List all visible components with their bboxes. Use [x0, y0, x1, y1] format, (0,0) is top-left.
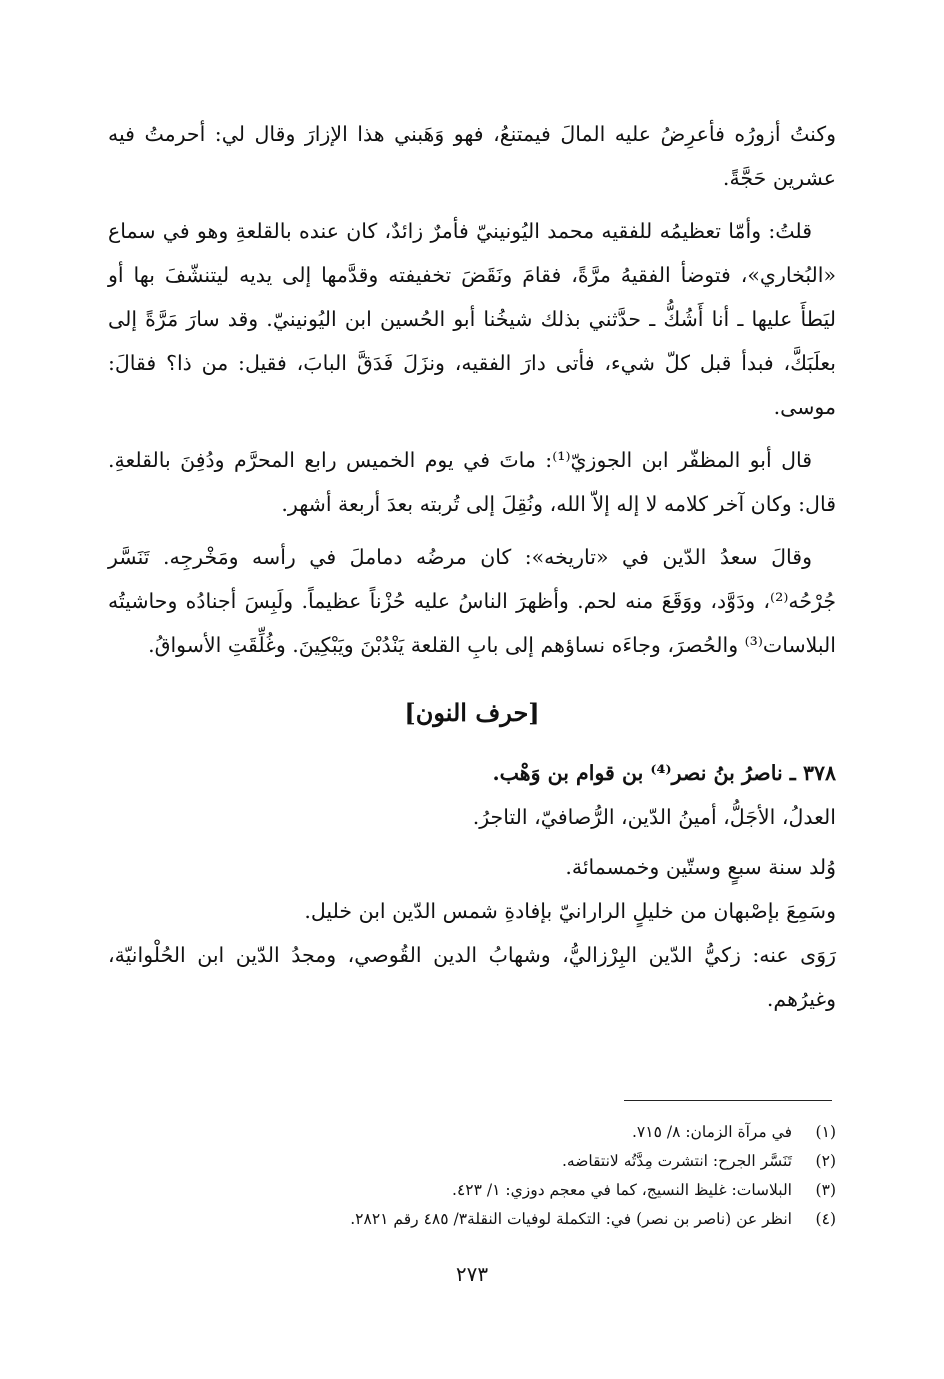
footnote-1: [150, 1118, 836, 1147]
page-number: ٢٧٣: [455, 1262, 489, 1286]
paragraph-4: وقالَ سعدُ الدّين في «تاريخه»: كان مرضُه دماملَ في رأسه ومَخْرجِه. تَنَسَّر جُرْحُه⁽²⁾، ودَوَّد، ووَقَعَ منه لحم. وأظهرَ الناسُ عليه حُزْناً عظيماً. ولَبِسَ أجنادُه وحاشيتُه البلاسات⁽³⁾ والحُصرَ، وجاءَه نساؤهم إلى بابِ القلعة يَنْدُبْنَ ويَبْكِينَ. وغُلِّقَتِ الأسواقُ.: [108, 545, 836, 657]
entry-heard: وسَمِعَ بإصْبهان من خليلٍ الرارانيّ بإفادةِ شمس الدّين ابن خليل.: [304, 899, 836, 923]
footnote-4: [150, 1205, 836, 1234]
entry-narrators: رَوَى عنه: زكيُّ الدّين البِرْزاليُّ، وشهابُ الدين القُوصي، ومجدُ الدّين ابن الحُلْوانيّة، وغيرُهم.: [108, 943, 836, 1011]
footnote-text: انظر عن (ناصر بن نصر) في: التكملة لوفيات النقلة٣/ ٤٨٥ رقم ٢٨٢١.: [350, 1210, 792, 1228]
paragraph-1: وكنتُ أزورُه فأعرِضُ عليه المالَ فيمتنعُ، فهو وَهَبني هذا الإزارَ وقال لي: أحرمتُ فيه عشرين حَجَّةً.: [108, 122, 836, 190]
footnote-number: (٣): [815, 1181, 836, 1199]
footnote-number: (٢): [815, 1152, 836, 1170]
footnote-text: في مرآة الزمان: ٨/ ٧١٥.: [631, 1123, 792, 1141]
paragraph-3: قال أبو المظفّر ابن الجوزيّ⁽¹⁾: ماتَ في يوم الخميس رابع المحرَّم ودُفِنَ بالقلعةِ. قال: وكان آخر كلامه لا إله إلاّ الله، ونُقِلَ إلى تُربته بعدَ أربعة أشهر.: [108, 448, 836, 516]
section-heading: [حرف النون]: [404, 698, 540, 727]
footnote-3: [150, 1176, 836, 1205]
entry-title: ٣٧٨ ـ ناصرُ بنُ نصر⁽⁴⁾ بن قوام بن وَهْب.: [492, 761, 836, 785]
footnote-number: (٤): [815, 1210, 836, 1228]
paragraph-2: قلتُ: وأمّا تعظيمُه للفقيه محمد اليُونينيّ فأمرٌ زائدٌ، كان عنده بالقلعةِ وهو في سماع «البُخاري»، فتوضأ الفقيهُ مرَّةً، فقامَ ونَقَضَ تخفيفته وقدَّمها إلى يديه ليتنشّفَ بها أو ليَطأَ عليها ـ أنا أَشُكُّ ـ حدَّثني بذلك شيخُنا أبو الحُسين ابن اليُونينيّ. وقد سارَ مَرَّةً إلى بعلَبَكَّ، فبدأ قبل كلّ شيء، فأتى دارَ الفقيه، ونزَلَ فَدَقَّ البابَ، فقيل: من ذا؟ فقالَ: موسى.: [108, 219, 836, 419]
footnote-divider: [624, 1100, 832, 1101]
footnote-2: [150, 1147, 836, 1176]
footnote-number: (١): [815, 1123, 836, 1141]
entry-description: العدلُ، الأجَلُّ، أمينُ الدّين، الرُّصافيّ، التاجرُ.: [472, 805, 836, 829]
footnotes: [150, 1118, 836, 1234]
footnote-text: البلاسات: غليظ النسيج، كما في معجم دوزي: ١/ ٤٢٣.: [452, 1181, 792, 1199]
main-text: [108, 112, 836, 1021]
entry-birth: وُلد سنة سبعٍ وستّين وخمسمائة.: [565, 855, 836, 879]
footnote-text: تَنَسَّر الجرح: انتشرت مِدَّتُه لانتقاضه.: [561, 1152, 792, 1170]
